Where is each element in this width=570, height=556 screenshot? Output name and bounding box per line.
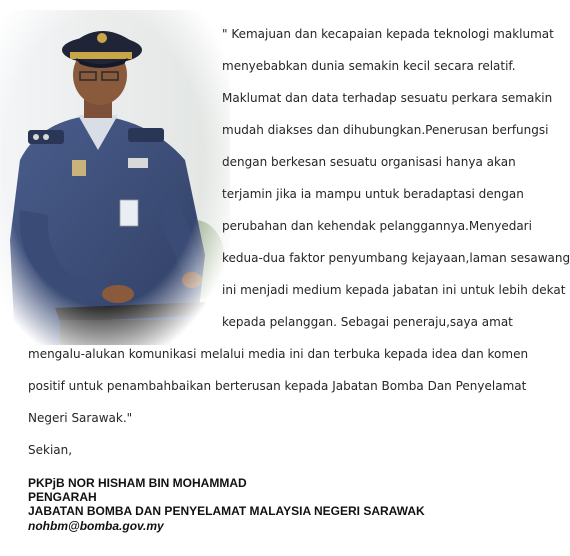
message-line: mengalu-alukan komunikasi melalui media ini dan terbuka kepada idea dan komen: [28, 347, 529, 361]
message-line: kepada pelanggan. Sebagai peneraju,saya amat: [222, 315, 513, 329]
message-line: terjamin jika ia mampu untuk beradaptasi dengan: [222, 187, 524, 201]
signatory-name: PKPjB NOR HISHAM BIN MOHAMMAD: [28, 476, 247, 490]
signatory-email[interactable]: nohbm@bomba.gov.my: [28, 519, 164, 533]
message-line: kedua-dua faktor penyumbang kejayaan,laman sesawang: [222, 251, 570, 265]
director-photo: [0, 10, 230, 345]
message-line: mudah diakses dan dihubungkan.Penerusan berfungsi: [222, 123, 549, 137]
message-line: dengan berkesan sesuatu organisasi hanya akan: [222, 155, 516, 169]
message-line: menyebabkan dunia semakin kecil secara relatif.: [222, 59, 516, 73]
message-line: Negeri Sarawak.": [28, 411, 133, 425]
director-photo-illustration: [0, 10, 230, 345]
message-line: positif untuk penambahbaikan berterusan kepada Jabatan Bomba Dan Penyelamat: [28, 379, 527, 393]
closing-text: Sekian,: [28, 443, 73, 457]
message-line: Maklumat dan data terhadap sesuatu perkara semakin: [222, 91, 553, 105]
message-line: " Kemajuan dan kecapaian kepada teknologi maklumat: [222, 27, 554, 41]
message-line: perubahan dan kehendak pelanggannya.Menyedari: [222, 219, 532, 233]
signatory-department: JABATAN BOMBA DAN PENYELAMAT MALAYSIA NEGERI SARAWAK: [28, 504, 425, 518]
message-line: ini menjadi medium kepada jabatan ini untuk lebih dekat: [222, 283, 566, 297]
signatory-position: PENGARAH: [28, 490, 97, 504]
